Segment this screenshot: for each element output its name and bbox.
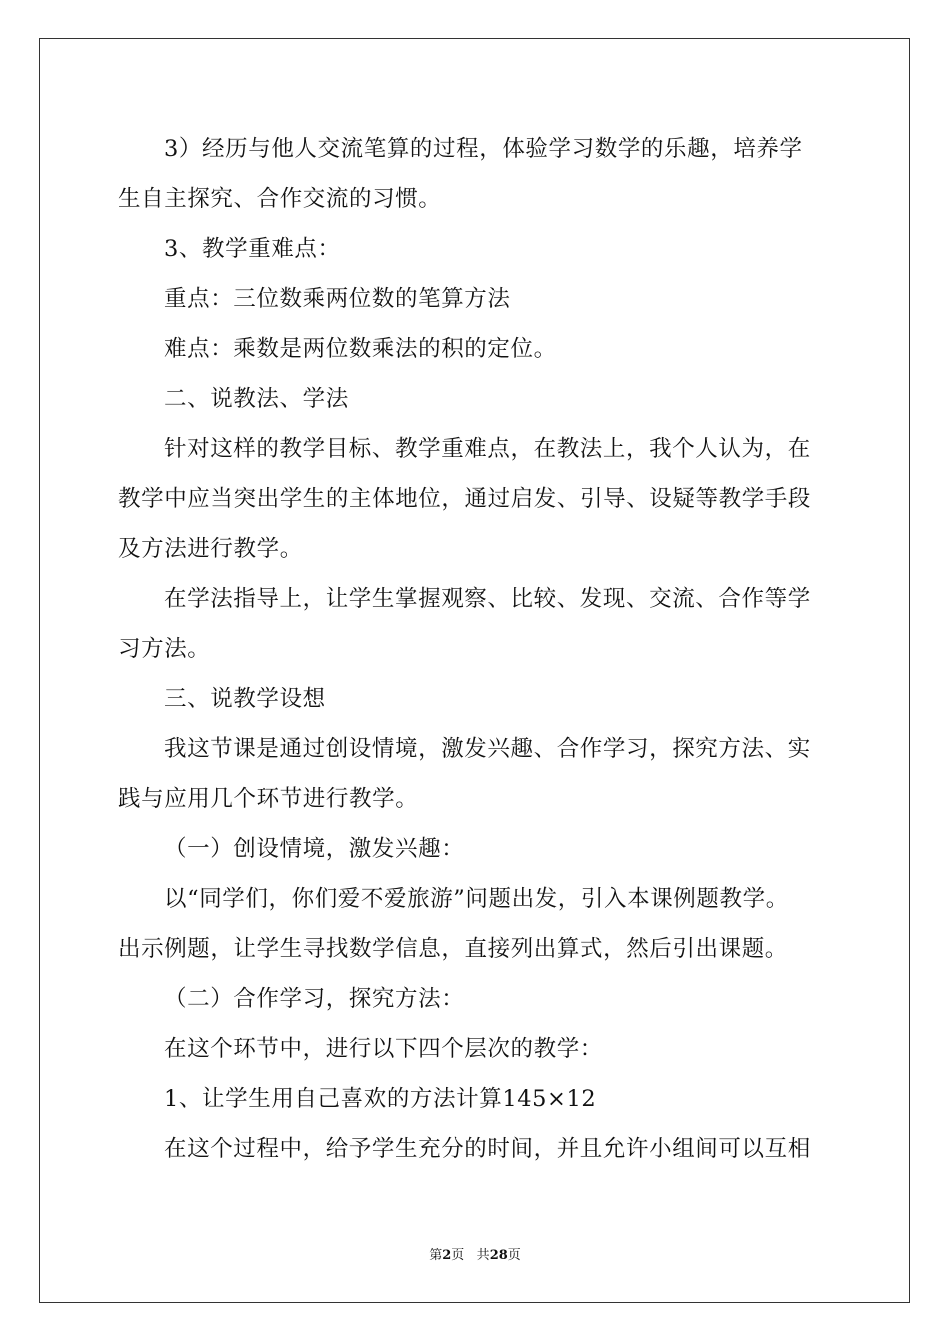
page-number: 2 [442, 1248, 452, 1263]
text-line: 在学法指导上，让学生掌握观察、比较、发现、交流、合作等学 [164, 586, 811, 612]
text-line: 3）经历与他人交流笔算的过程，体验学习数学的乐趣，培养学 [164, 136, 803, 162]
section-heading: 二、说教法、学法 [164, 386, 349, 412]
page-suffix: 页 [451, 1248, 465, 1263]
total-pages: 28 [489, 1248, 508, 1263]
text-line: 1、让学生用自己喜欢的方法计算145×12 [164, 1086, 597, 1112]
text-line: 重点：三位数乘两位数的笔算方法 [164, 286, 511, 312]
text-line: 出示例题，让学生寻找数学信息，直接列出算式，然后引出课题。 [118, 936, 788, 962]
text-line: 以“同学们，你们爱不爱旅游”问题出发，引入本课例题教学。 [164, 886, 789, 912]
section-heading: 3、教学重难点： [164, 236, 341, 262]
subsection-heading: （一）创设情境，激发兴趣： [164, 836, 465, 862]
text-line: 针对这样的教学目标、教学重难点，在教法上，我个人认为，在 [164, 436, 811, 462]
total-suffix: 页 [507, 1248, 521, 1263]
total-prefix: 共 [476, 1248, 490, 1263]
page-footer [0, 1248, 950, 1264]
text-line: 难点：乘数是两位数乘法的积的定位。 [164, 336, 557, 362]
text-line: 践与应用几个环节进行教学。 [118, 786, 419, 812]
text-line: 在这个环节中，进行以下四个层次的教学： [164, 1036, 603, 1062]
text-line: 及方法进行教学。 [118, 536, 303, 562]
page-prefix: 第 [429, 1248, 443, 1263]
subsection-heading: （二）合作学习，探究方法： [164, 986, 465, 1012]
text-line: 在这个过程中，给予学生充分的时间，并且允许小组间可以互相 [164, 1136, 811, 1162]
text-line: 生自主探究、合作交流的习惯。 [118, 186, 442, 212]
text-line: 我这节课是通过创设情境，激发兴趣、合作学习，探究方法、实 [164, 736, 811, 762]
section-heading: 三、说教学设想 [164, 686, 326, 712]
text-line: 教学中应当突出学生的主体地位，通过启发、引导、设疑等教学手段 [118, 486, 812, 512]
text-line: 习方法。 [118, 636, 211, 662]
